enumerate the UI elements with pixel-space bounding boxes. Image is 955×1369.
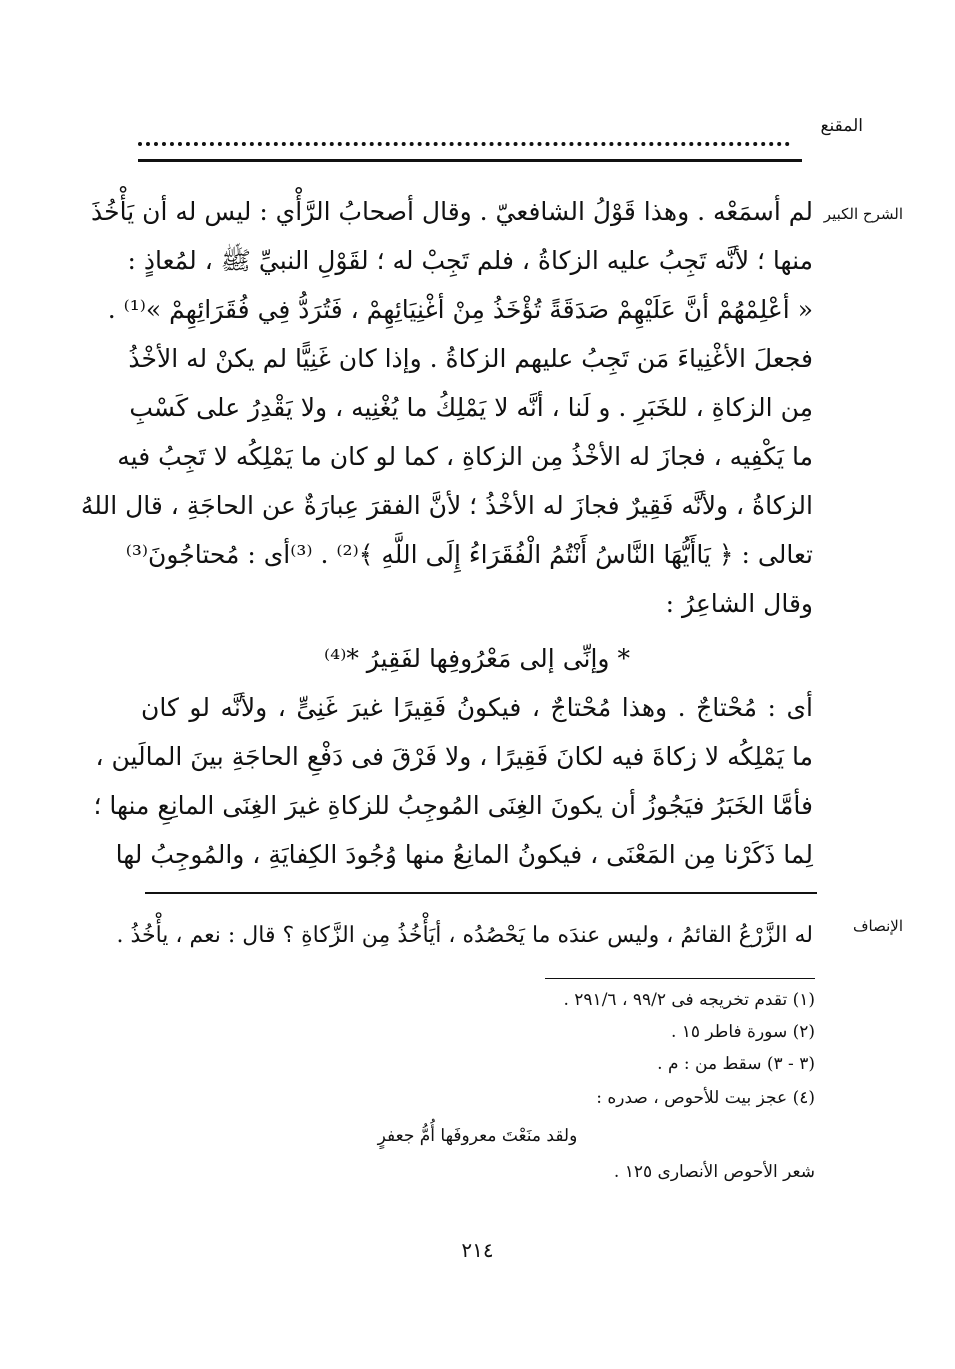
footnote: (٤) عجز بيت للأحوص ، صدره :	[596, 1088, 815, 1108]
sharh-line: أى : مُحْتاجٌ . وهذا مُحْتاجٌ ، فيكونُ فَقِيرًا غيرَ غَنِىٍّ ، ولأنَّه لو كان	[141, 693, 813, 722]
sharh-line: لِما ذَكَرْنا مِن المَعْنَى ، فيكونُ المانِعُ منها وُجُودَ الكِفايَةِ ، والمُوجِبُ لها	[115, 840, 813, 869]
book-title: المقنع	[820, 116, 863, 136]
sharh-line: مِن الزكاةِ ، للخَبَرِ . و لَنا ، أنَّه لا يَمْلِكُ ما يُغْنِيه ، ولا يَقْدِرُ على كَسْبِ	[129, 393, 813, 422]
poetry-verse: * وإنِّى إلى مَعْرُوفِها لفَقِيرُ *⁽⁴⁾	[324, 644, 630, 673]
sharh-line: ما يَمْلِكُه لا زكاةَ فيه لكانَ فَقِيرًا ، ولا فَرْقَ فى دَفْعِ الحاجَةِ بينَ المالَين ،	[95, 742, 813, 771]
sharh-line: فأمَّا الخَبَرُ فيَجُوزُ أن يكونَ الغِنَى المُوجِبُ للزكاةِ غيرَ الغِنَى المانِعِ منها ؛	[93, 791, 813, 820]
sharh-line: تعالى : ﴿ يَاأَيُّهَا النَّاسُ أَنْتُمُ الْفُقَرَاءُ إِلَى اللَّهِ ﴾⁽²⁾ . ⁽³⁾أى : مُحتاجُونَ⁽³⁾	[125, 540, 813, 569]
sharh-line: الزكاةُ ، ولأنَّه فَقِيرٌ فجازَ له الأخْذُ ؛ لأنَّ الفقرَ عِبارَةٌ عن الحاجَةِ ، قال اللهُ	[80, 491, 813, 520]
sharh-line: فجعلَ الأغْنِياءَ مَن تَجِبُ عليهم الزكاةُ . وإذا كان غَنِيًّا لم يكنْ له الأخْذُ	[128, 344, 813, 373]
section-divider	[145, 892, 817, 894]
insaf-text: له الزَّرْعُ القائمُ ، وليس عندَه ما يَحْصُدُه ، أيَأْخُذُ مِن الزَّكاةِ ؟ قال : نعم ، يأْخُذُ .	[116, 923, 813, 948]
sharh-line: « أعْلِمْهُمْ أنَّ عَلَيْهِمْ صَدَقَةً تُؤْخَذُ مِنْ أغْنِيَائِهِمْ ، فَتُرَدُّ فِي فُقَرَائِهِمْ »⁽¹⁾ .	[107, 295, 813, 324]
sharh-line: ما يَكْفِيه ، فجازَ له الأخْذُ مِن الزكاةِ ، كما لو كان ما يَمْلِكُه لا تَجِبُ فيه	[117, 442, 813, 471]
footnote-rule	[545, 978, 815, 979]
page-number: ٢١٤	[461, 1238, 494, 1262]
footnote-quoted-verse: ولقد منَعْتَ معروفَها أُمُّ جعفرٍ	[377, 1126, 578, 1146]
insaf-side-label: الإنصاف	[852, 917, 903, 935]
header-rule	[138, 159, 802, 162]
footnote: (٣ - ٣) سقط من : م .	[657, 1054, 815, 1074]
footnote: (١) تقدم تخريجه فى ٩٩/٢ ، ٢٩١/٦ .	[563, 990, 815, 1010]
sharh-line: وقال الشاعِرُ :	[665, 589, 813, 618]
sharh-side-label: الشرح الكبير	[823, 205, 903, 223]
footnote-source: شعر الأحوص الأنصارى ١٢٥ .	[613, 1162, 815, 1182]
sharh-line: لم أسمَعْه . وهذا قَوْلُ الشافعيّ . وقال أصحابُ الرَّأْي : ليس له أن يَأْخُذَ	[91, 197, 813, 226]
header-dotted-rule	[138, 142, 790, 146]
footnote: (٢) سورة فاطر ١٥ .	[670, 1022, 815, 1042]
sharh-line: منها ؛ لأنَّه تَجِبُ عليه الزكاةُ ، فلم تَجِبْ له ؛ لقَوْلِ النبيِّ ﷺ ، لمُعاذٍ :	[127, 246, 813, 275]
